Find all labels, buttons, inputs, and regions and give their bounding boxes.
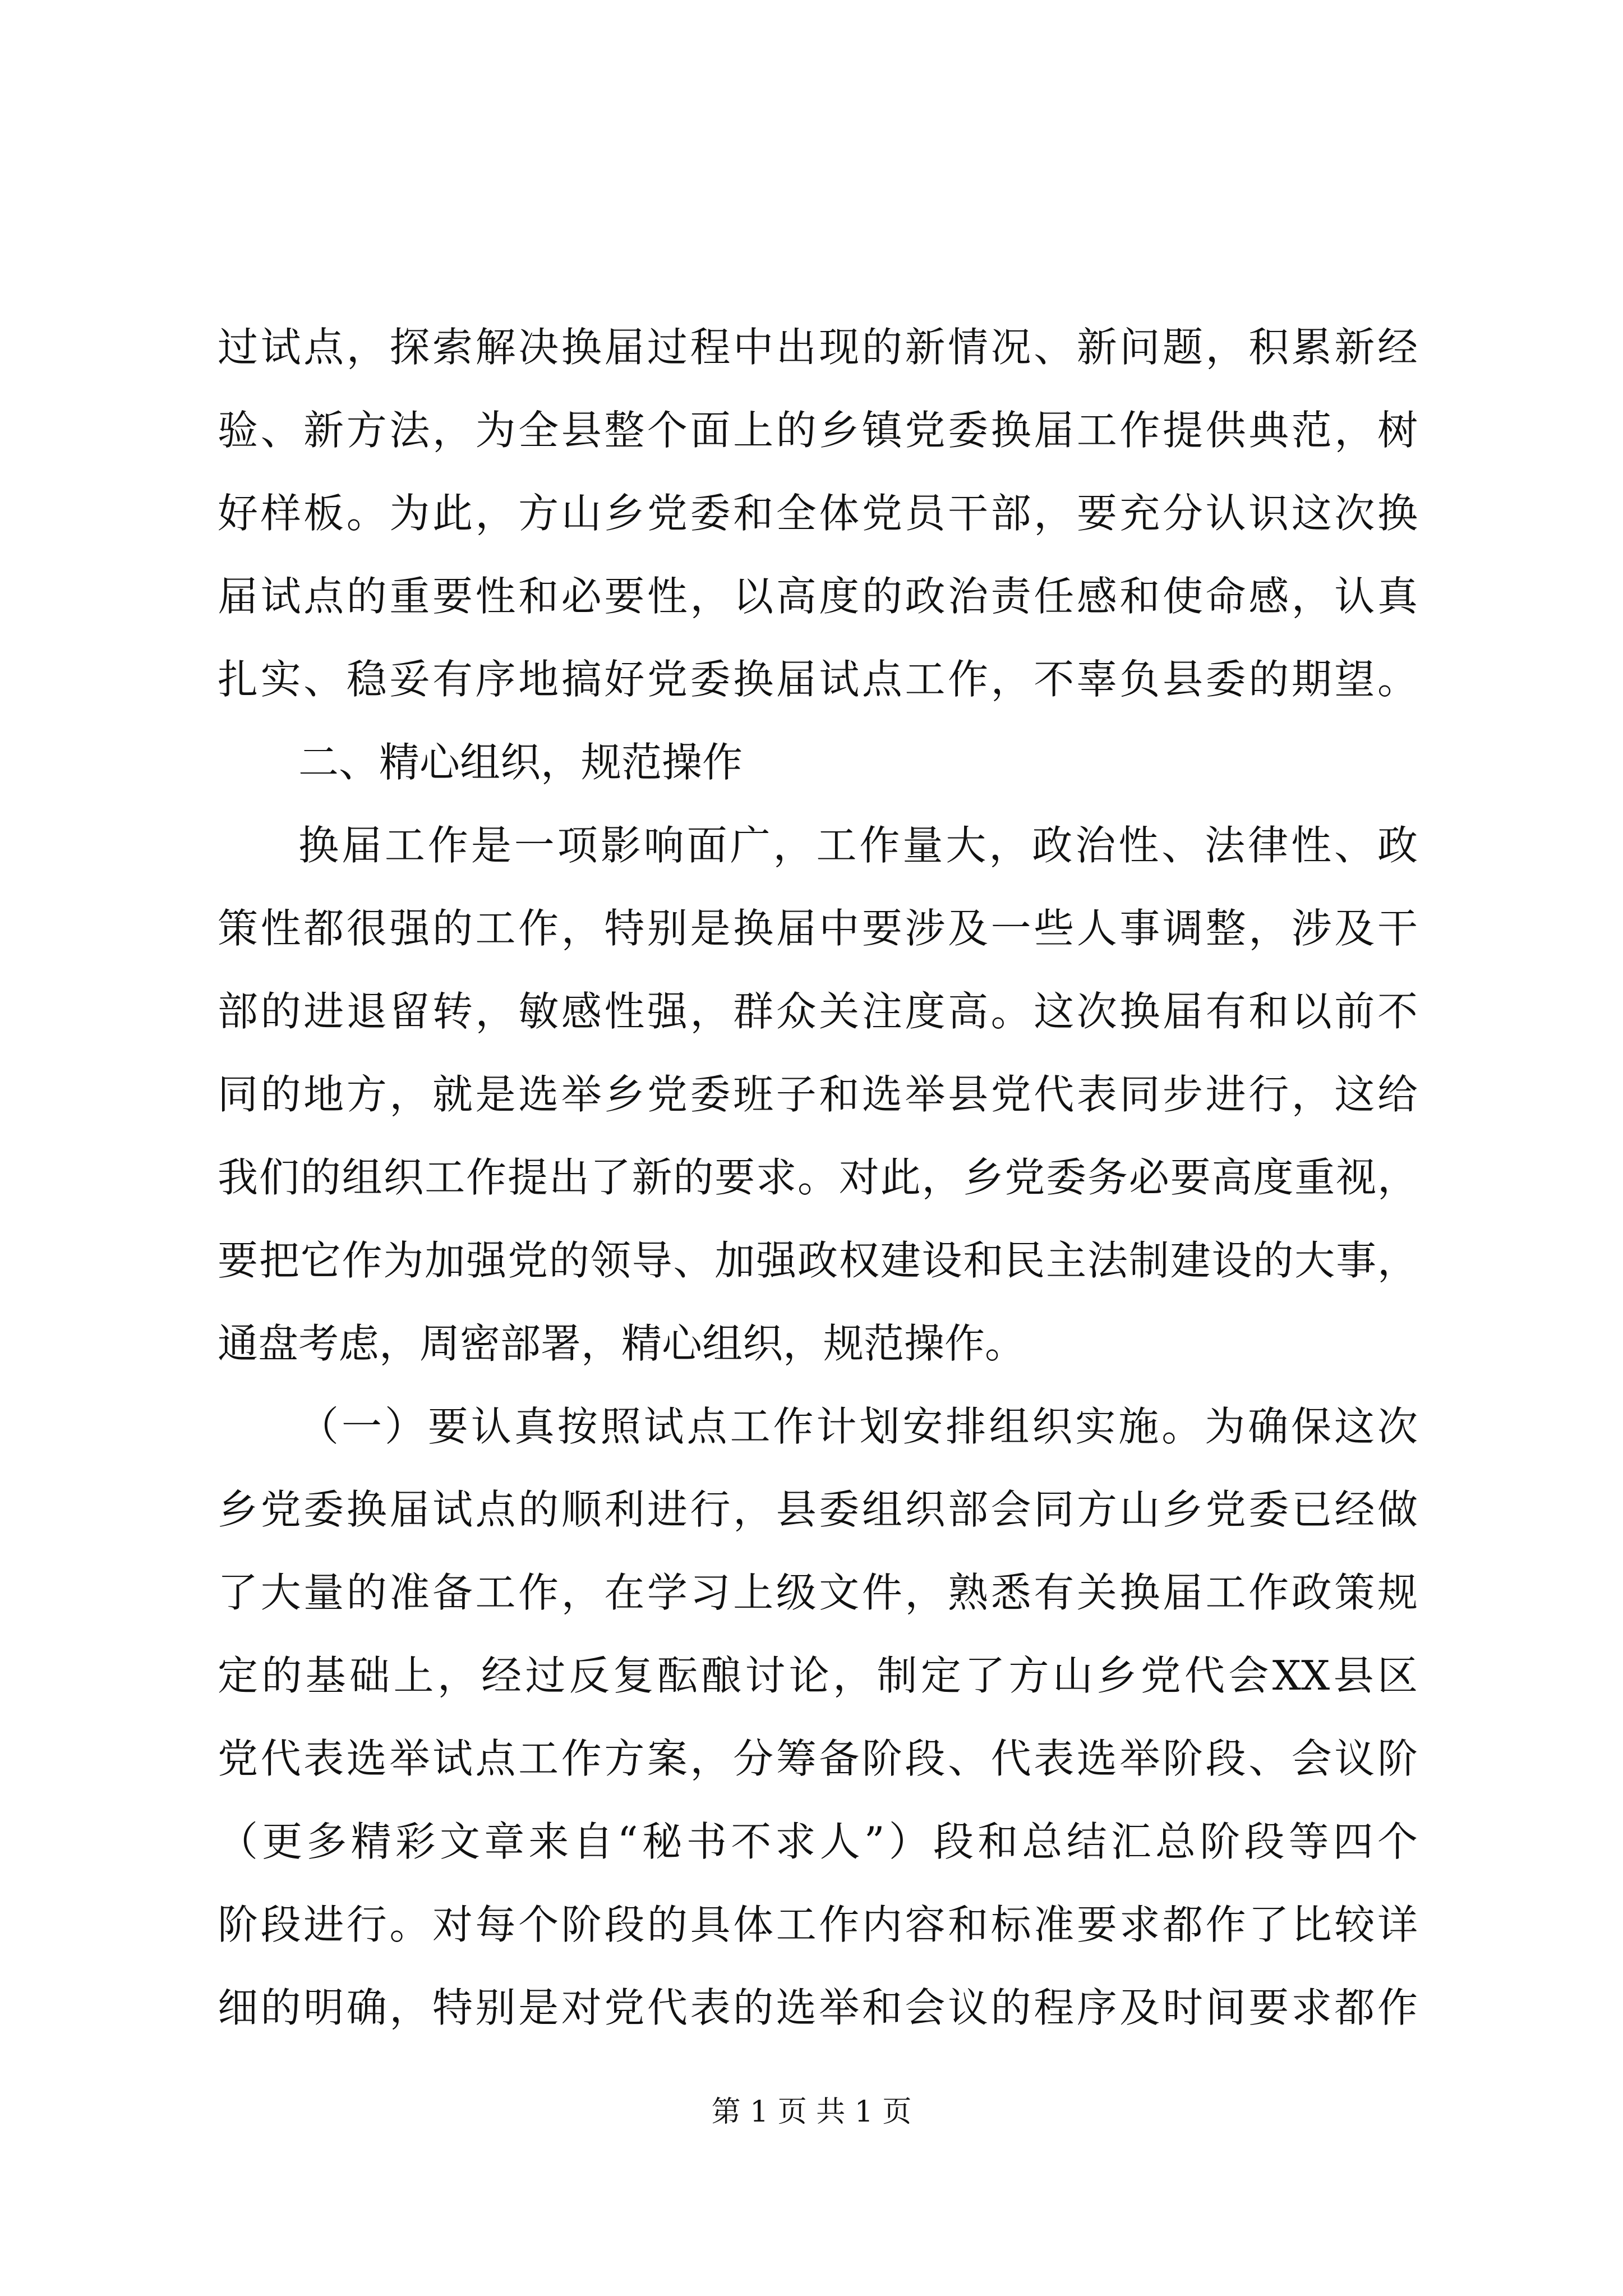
- text-line: 验、新方法，为全县整个面上的乡镇党委换届工作提供典范，树: [218, 407, 1418, 454]
- text-line: 部的进退留转，敏感性强，群众关注度高。这次换届有和以前不: [218, 988, 1418, 1035]
- text-line: 定的基础上，经过反复酝酿讨论，制定了方山乡党代会XX县区: [218, 1652, 1418, 1699]
- text-line: 党代表选举试点工作方案，分筹备阶段、代表选举阶段、会议阶: [218, 1735, 1418, 1782]
- text-line: （更多精彩文章来自“秘书不求人”）段和总结汇总阶段等四个: [218, 1818, 1418, 1865]
- page-footer: 第 1 页 共 1 页: [711, 2095, 912, 2129]
- text-line: 过试点，探索解决换届过程中出现的新情况、新问题，积累新经: [218, 324, 1418, 371]
- text-line: 阶段进行。对每个阶段的具体工作内容和标准要求都作了比较详: [218, 1901, 1418, 1948]
- text-line: 要把它作为加强党的领导、加强政权建设和民主法制建设的大事，: [218, 1237, 1418, 1284]
- text-line: 扎实、稳妥有序地搞好党委换届试点工作，不辜负县委的期望。: [218, 656, 1418, 703]
- text-line: 细的明确，特别是对党代表的选举和会议的程序及时间要求都作: [218, 1984, 1418, 2031]
- text-line: 策性都很强的工作，特别是换届中要涉及一些人事调整，涉及干: [218, 905, 1418, 952]
- text-line: 换届工作是一项影响面广，工作量大，政治性、法律性、政: [298, 822, 1418, 869]
- text-line: 乡党委换届试点的顺利进行，县委组织部会同方山乡党委已经做: [218, 1486, 1418, 1533]
- text-line: 了大量的准备工作，在学习上级文件，熟悉有关换届工作政策规: [218, 1569, 1418, 1616]
- text-line: （一）要认真按照试点工作计划安排组织实施。为确保这次: [298, 1403, 1418, 1450]
- text-line: 通盘考虑，周密部署，精心组织，规范操作。: [218, 1320, 1026, 1367]
- text-line: 二、精心组织，规范操作: [298, 739, 743, 786]
- text-line: 我们的组织工作提出了新的要求。对此，乡党委务必要高度重视，: [218, 1154, 1418, 1201]
- text-line: 届试点的重要性和必要性，以高度的政治责任感和使命感，认真: [218, 573, 1418, 620]
- body-text: [218, 306, 1418, 2049]
- text-line: 同的地方，就是选举乡党委班子和选举县党代表同步进行，这给: [218, 1071, 1418, 1118]
- text-line: 好样板。为此，方山乡党委和全体党员干部，要充分认识这次换: [218, 490, 1418, 537]
